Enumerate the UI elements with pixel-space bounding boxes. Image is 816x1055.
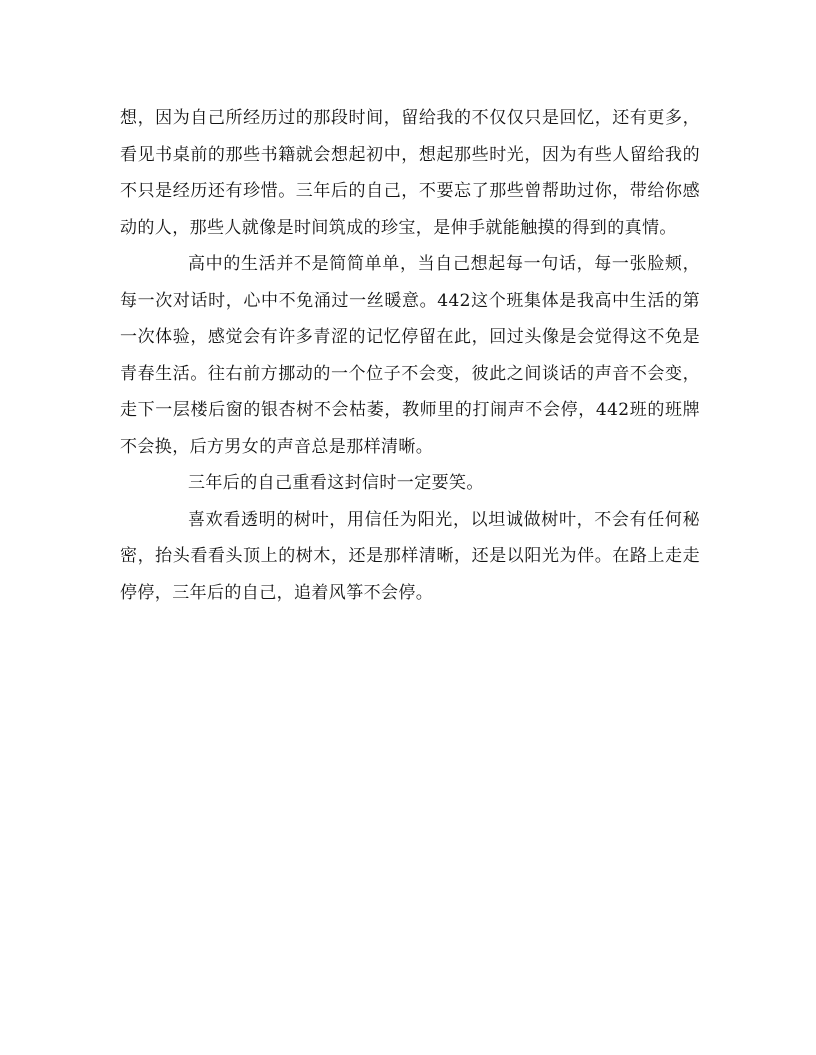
paragraph-3: 三年后的自己重看这封信时一定要笑。 (188, 473, 484, 493)
paragraph-2: 高中的生活并不是简简单单，当自己想起每一句话，每一张脸颊，每一次对话时，心中不免涌过一丝暖意。442这个班集体是我高中生活的第一次体验，感觉会有许多青涩的记忆停留在此，回过头像是会觉得这不免是青春生活。往右前方挪动的一个位子不会变，彼此之间谈话的声音不会变，走下一层楼后窗的银杏树不会枯萎，教师里的打闹声不会停，442班的班牌不会换，后方男女的声音总是那样清晰。 (120, 254, 700, 457)
paragraph-4: 喜欢看透明的树叶，用信任为阳光，以坦诚做树叶，不会有任何秘密，抬头看看头顶上的树木，还是那样清晰，还是以阳光为伴。在路上走走停停，三年后的自己，追着风筝不会停。 (120, 509, 700, 603)
letter-body (120, 100, 700, 611)
paragraph-1: 想，因为自己所经历过的那段时间，留给我的不仅仅只是回忆，还有更多，看见书桌前的那些书籍就会想起初中，想起那些时光，因为有些人留给我的不只是经历还有珍惜。三年后的自己，不要忘了那些曾帮助过你，带给你感动的人，那些人就像是时间筑成的珍宝，是伸手就能触摸的得到的真情。 (120, 108, 700, 238)
